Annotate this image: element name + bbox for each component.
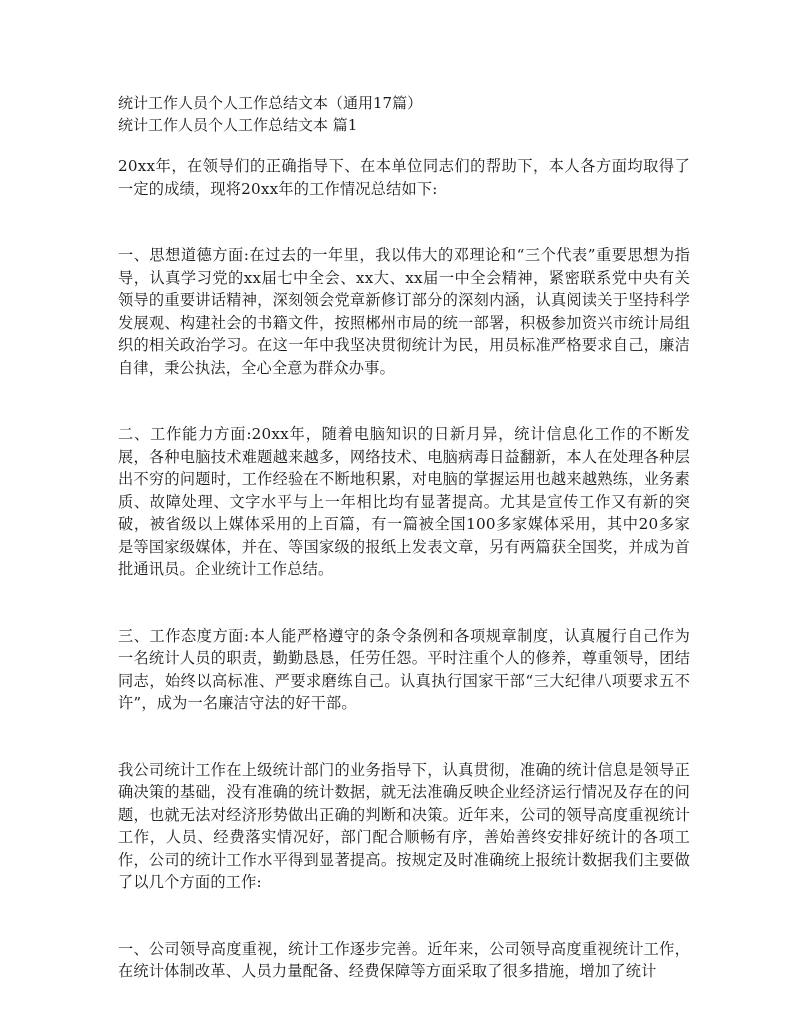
document-title: 统计工作人员个人工作总结文本（通用17篇） bbox=[118, 94, 423, 112]
paragraph-intro: 20xx年，在领导们的正确指导下、在本单位同志们的帮助下，本人各方面均取得了一定的成绩，现将20xx年的工作情况总结如下: bbox=[118, 157, 690, 198]
paragraph-ability: 二、工作能力方面:20xx年，随着电脑知识的日新月异，统计信息化工作的不断发展，各种电脑技术难题越来越多，网络技术、电脑病毒日益翻新，本人在处理各种层出不穷的问题时，工作经验在不断地积累，对电脑的掌握运用也越来越熟练，业务素质、故障处理、文字水平与上一年相比均有显著提高。尤其是宣传工作又有新的突破，被省级以上媒体采用的上百篇，有一篇被全国100多家媒体采用，其中20多家是等国家级媒体，并在、等国家级的报纸上发表文章，另有两篇获全国奖，并成为首批通讯员。企业统计工作总结。 bbox=[118, 425, 690, 578]
document-page bbox=[118, 92, 690, 983]
paragraph-leadership: 一、公司领导高度重视，统计工作逐步完善。近年来，公司领导高度重视统计工作，在统计体制改革、人员力量配备、经费保障等方面采取了很多措施，增加了统计 bbox=[118, 939, 690, 980]
document-subtitle: 统计工作人员个人工作总结文本 篇1 bbox=[118, 116, 358, 134]
paragraph-ideology: 一、思想道德方面:在过去的一年里，我以伟大的邓理论和“三个代表”重要思想为指导，认真学习党的xx届七中全会、xx大、xx届一中全会精神，紧密联系党中央有关领导的重要讲话精神，深刻领会党章新修订部分的深刻内涵，认真阅读关于坚持科学发展观、构建社会的书籍文件，按照郴州市局的统一部署，积极参加资兴市统计局组织的相关政治学习。在这一年中我坚决贯彻统计为民，用员标准严格要求自己，廉洁自律，秉公执法，全心全意为群众办事。 bbox=[118, 246, 690, 377]
paragraph-company-statistics: 我公司统计工作在上级统计部门的业务指导下，认真贯彻，准确的统计信息是领导正确决策的基础，没有准确的统计数据，就无法准确反映企业经济运行情况及存在的问题，也就无法对经济形势做出正确的判断和决策。近年来，公司的领导高度重视统计工作，人员、经费落实情况好，部门配合顺畅有序，善始善终安排好统计的各项工作，公司的统计工作水平得到显著提高。按规定及时准确统上报统计数据我们主要做了以几个方面的工作: bbox=[118, 760, 690, 891]
paragraph-attitude: 三、工作态度方面:本人能严格遵守的条令条例和各项规章制度，认真履行自己作为一名统计人员的职责，勤勤恳恳，任劳任怨。平时注重个人的修养，尊重领导，团结同志，始终以高标准、严要求磨练自己。认真执行国家干部“三大纪律八项要求五不许”，成为一名廉洁守法的好干部。 bbox=[118, 626, 690, 712]
